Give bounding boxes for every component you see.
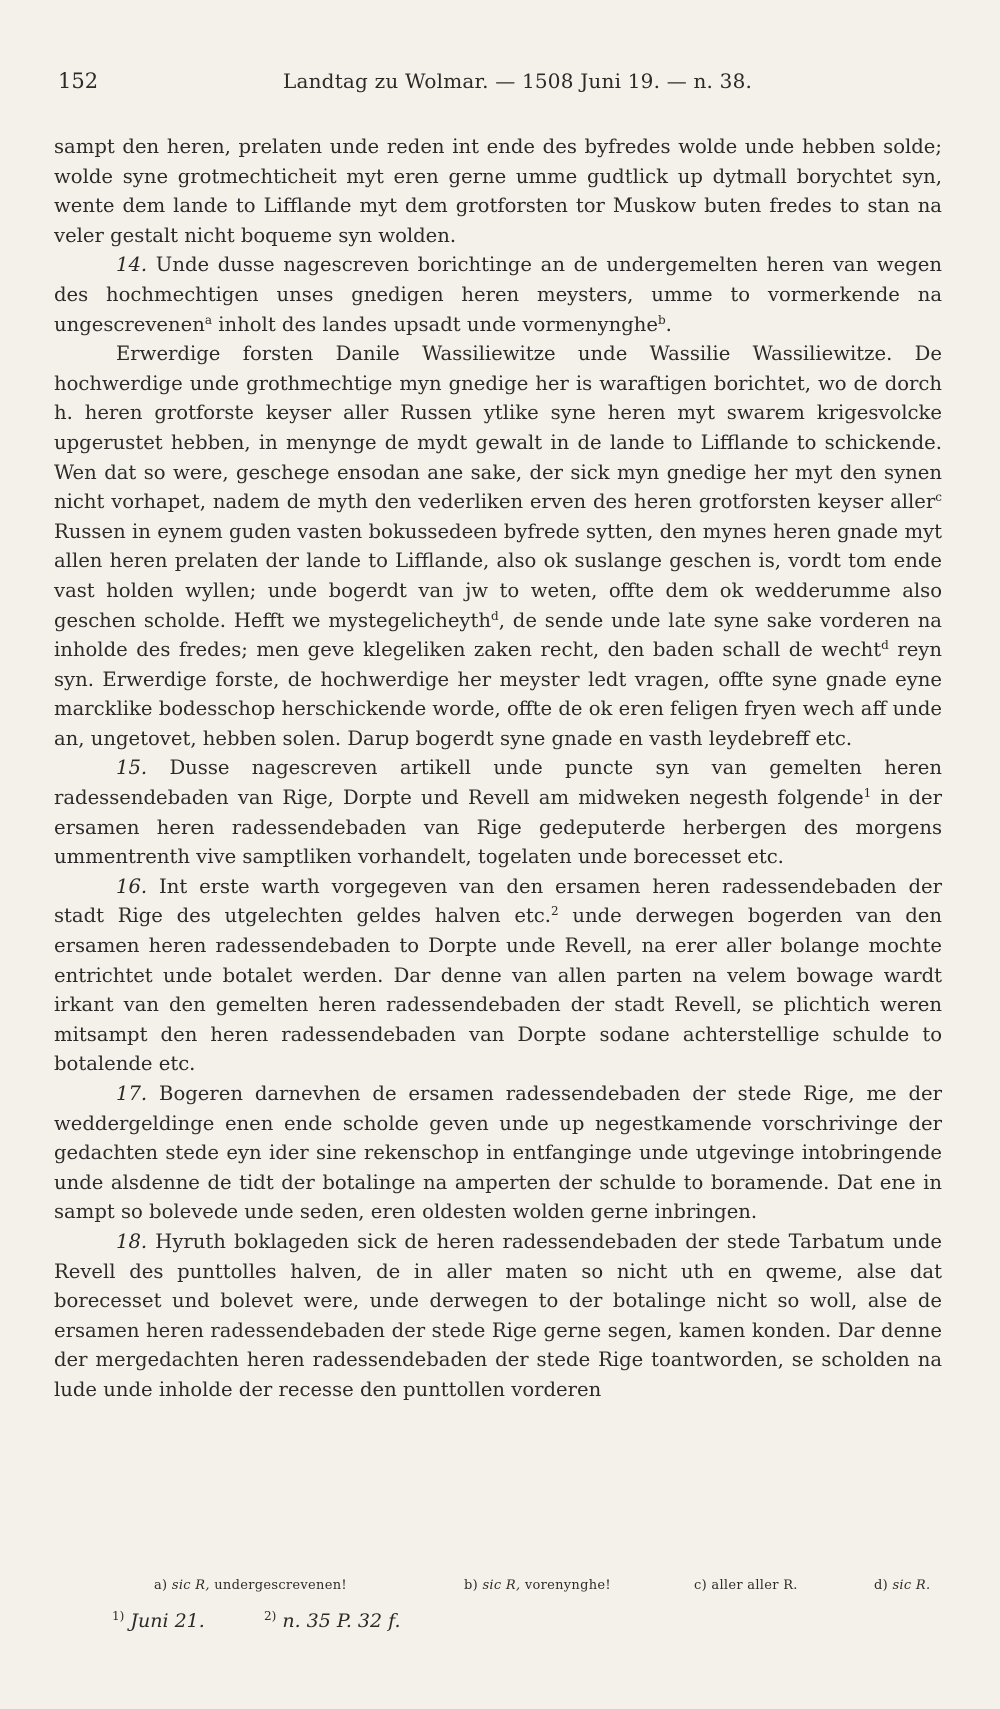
footnote-text: Juni 21. bbox=[124, 1610, 205, 1632]
paragraph bbox=[54, 1079, 942, 1227]
paragraph bbox=[54, 753, 942, 871]
section-number: 16. bbox=[116, 874, 148, 898]
footnote-mark: a) bbox=[154, 1578, 172, 1593]
text-run: Unde dusse nagescreven borichtinge an de undergemelten heren van wegen des hochmechtigen unses gnedigen heren meysters, umme to vormerkende na ungescrevenen bbox=[54, 253, 942, 336]
footnote-marker: a bbox=[204, 312, 213, 327]
numbered-footnote bbox=[264, 1610, 401, 1632]
text-run: inholt des landes upsadt unde vormenynghe bbox=[212, 312, 658, 336]
section-number: 15. bbox=[116, 756, 148, 780]
paragraph bbox=[54, 339, 942, 753]
footnote-marker: 2 bbox=[551, 904, 559, 919]
text-run: Erwerdige forsten Danile Wassiliewitze unde Wassilie Wassiliewitze. De hochwerdige unde grothmechtige myn gnedige her is waraftigen borichtet, wo de dorch h. heren grotforste keyser aller Russen ytlike syne heren myt swarem krigesvolcke upgerustet hebben, in menynge de mydt gewalt in de lande to Lifflande to schickende. Wen dat so were, geschege ensodan ane sake, der sick myn gnedige her myt den synen nicht vorhapet, nadem de myth den vederliken erven des heren grotforsten keyser aller bbox=[54, 342, 942, 514]
textual-footnote bbox=[874, 1578, 930, 1593]
text-run: reyn syn. Erwerdige forste, de hochwerdige her meyster ledt vragen, offte syne gnade eyne marcklike bodesschop herschickende worde, offte de ok eren feligen fryen wech aff unde an, ungetovet, hebben solen. Darup bogerdt syne gnade en vasth leydebreff etc. bbox=[54, 638, 942, 750]
footnote-number: 2) bbox=[264, 1609, 277, 1623]
footnote-marker: 1 bbox=[863, 786, 872, 801]
text-run: sampt den heren, prelaten unde reden int ende des byfredes wolde unde hebben solde; wolde syne grotmechticheit myt eren gerne umme gudtlick up dytmall borychtet syn, wente dem lande to Lifflande myt dem grotforsten tor Muskow buten fredes to stan na veler gestalt nicht boqueme syn wolden. bbox=[54, 135, 942, 247]
textual-footnotes bbox=[54, 1578, 942, 1600]
textual-footnote bbox=[154, 1578, 347, 1593]
footnote-mark: c) bbox=[694, 1578, 712, 1593]
footnote-text: undergescrevenen! bbox=[209, 1578, 347, 1593]
text-run: Hyruth boklageden sick de heren radessendebaden der stede Tarbatum unde Revell des punttolles halven, de in aller maten so nicht uth en qweme, alse dat borecesset und bolevet were, unde derwegen to der botalinge nicht so woll, alse de ersamen heren radessendebaden der stede Rige gerne segen, kamen konden. Dar denne der mergedachten heren radessendebaden der stede Rige toantworden, se scholden na lude unde inholde der recesse den punttollen vorderen bbox=[54, 1229, 942, 1401]
footnote-marker: b bbox=[657, 312, 666, 327]
footnote-text: vorenynghe! bbox=[520, 1578, 611, 1593]
footnote-marker: d bbox=[881, 638, 889, 653]
section-number: 17. bbox=[116, 1082, 148, 1105]
footnote-mark: d) bbox=[874, 1578, 893, 1593]
text-run: unde derwegen bogerden van den ersamen heren radessendebaden to Dorpte unde Revell, na erer aller bolange mochte entrichtet unde botalet werden. Dar denne van allen parten na velem bowage wardt irkant van den gemelten heren radessendebaden der stadt Revell, se plichtich weren mitsampt den heren radessendebaden van Dorpte sodane achterstellige schulde to botalende etc. bbox=[54, 904, 942, 1076]
body-text bbox=[54, 132, 942, 1405]
section-number: 18. bbox=[116, 1229, 148, 1253]
footnote-marker: d bbox=[491, 608, 499, 623]
text-run: Russen in eynem guden vasten bokussedeen byfrede sytten, den mynes heren gnade myt allen heren prelaten der lande to Lifflande, also ok suslange geschen is, vordt tom ende vast holden wyllen; unde bogerdt van jw to weten, offte dem ok wedderumme also geschen scholde. Hefft we mystegelicheyth bbox=[54, 519, 942, 632]
text-run: , de sende unde late syne sake vorderen na inholde des fredes; men geve klegeliken zaken recht, den baden schall de wecht bbox=[54, 608, 942, 662]
textual-footnote bbox=[464, 1578, 611, 1593]
text-run: in der ersamen heren radessendebaden van Rige gedeputerde herbergen des morgens ummentrenth vive samptliken vorhandelt, togelaten unde borecesset etc. bbox=[54, 786, 942, 869]
section-number: 14. bbox=[116, 253, 148, 277]
page-number: 152 bbox=[58, 69, 99, 93]
paragraph bbox=[54, 250, 942, 339]
footnote-italic: sic R, bbox=[171, 1578, 210, 1593]
numbered-footnote bbox=[112, 1610, 205, 1632]
footnote-marker: c bbox=[935, 490, 942, 505]
textual-footnote bbox=[694, 1578, 798, 1593]
footnote-mark: b) bbox=[464, 1578, 483, 1593]
footnote-number: 1) bbox=[112, 1609, 125, 1623]
numbered-footnotes bbox=[54, 1610, 942, 1640]
paragraph bbox=[54, 132, 942, 250]
footnote-text: aller aller R. bbox=[711, 1578, 798, 1593]
footnotes bbox=[54, 1578, 942, 1640]
footnote-text: n. 35 P. 32 f. bbox=[276, 1610, 401, 1632]
footnote-italic: sic R, bbox=[482, 1578, 521, 1593]
text-run: . bbox=[665, 312, 672, 336]
text-run: Bogeren darnevhen de ersamen radessendebaden der stede Rige, me der weddergeldinge enen ende scholde geven unde up negestkamende vorschrivinge der gedachten stede eyn ider sine rekenschop in entfanginge unde utgevinge intobringende unde alsdenne de tidt der botalinge na amperten der schulde to boramende. Dat ene in sampt so bolevede unde seden, eren oldesten wolden gerne inbringen. bbox=[54, 1082, 942, 1224]
running-title: Landtag zu Wolmar. — 1508 Juni 19. — n. 38. bbox=[283, 69, 753, 93]
text-run: Dusse nagescreven artikell unde puncte syn van gemelten heren radessendebaden van Rige, Dorpte und Revell am midweken negesth folgende bbox=[54, 756, 942, 810]
paragraph bbox=[54, 1227, 942, 1405]
paragraph bbox=[54, 872, 942, 1079]
footnote-italic: sic R. bbox=[892, 1578, 931, 1593]
text-run: Int erste warth vorgegeven van den ersamen heren radessendebaden der stadt Rige des utgelechten geldes halven etc. bbox=[54, 874, 942, 928]
